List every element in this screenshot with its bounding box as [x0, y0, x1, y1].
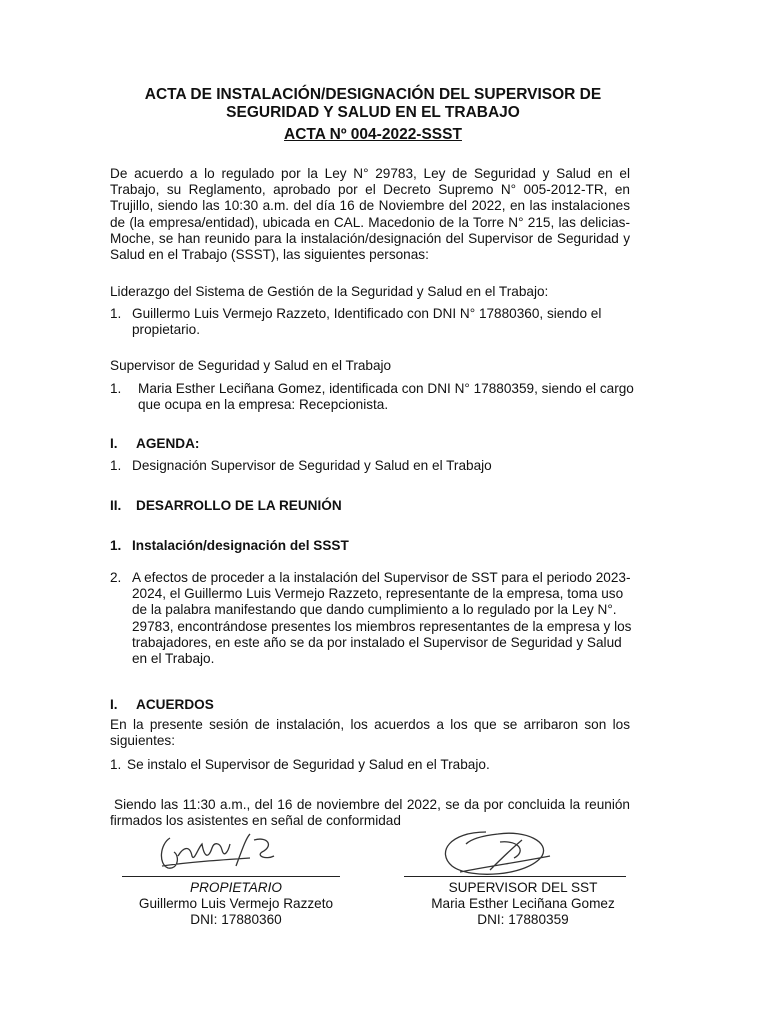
desarrollo-line-2: 2024, el Guillermo Luis Vermejo Razzeto, representante de la empresa, toma uso [132, 586, 624, 602]
signature-line-right [404, 876, 626, 877]
signature-right-name: Maria Esther Leciñana Gomez [431, 896, 615, 911]
leadership-item [110, 306, 650, 338]
supervisor-item-line-2: que ocupa en la empresa: Recepcionista. [138, 397, 389, 413]
signature-right-dni: DNI: 17880359 [477, 912, 569, 927]
closing-paragraph: Siendo las 11:30 a.m., del 16 de noviembre del 2022, se da por concluida la reunión firmados los asistentes en señal de conformidad [110, 797, 630, 829]
leadership-item-line-1: Guillermo Luis Vermejo Razzeto, Identificado con DNI N° 17880360, siendo el [132, 306, 602, 321]
supervisor-heading: Supervisor de Seguridad y Salud en el Trabajo [110, 358, 392, 373]
desarrollo-heading: DESARROLLO DE LA REUNIÓN [136, 498, 342, 513]
acuerdos-item-number: 1. [110, 757, 122, 772]
desarrollo-line-5: trabajadores, en este año se da por instalado el Supervisor de Seguridad y Salud [132, 634, 622, 650]
supervisor-item [110, 381, 650, 413]
agenda-item: Designación Supervisor de Seguridad y Salud en el Trabajo [132, 458, 492, 473]
signature-left [150, 826, 300, 882]
leadership-item-number: 1. [110, 306, 122, 321]
agenda-section-number: I. [110, 436, 118, 451]
intro-paragraph: De acuerdo a lo regulado por la Ley N° 29783, Ley de Seguridad y Salud en el Trabajo, su Reglamento, aprobado por el Decreto Supremo N° 005-2012-TR, en Trujillo, siendo las 10:30 a.m. del día 16 de Noviembre del 2022, en las instalaciones de (la empresa/entidad), ubicada en CAL. Macedonio de la Torre N° 215, las delicias-Moche, se han reunido para la instalación/designación del Supervisor de Seguridad y Salud en el Trabajo (SSST), las siguientes personas: [110, 166, 630, 263]
desarrollo-item [132, 570, 642, 667]
title-line-1: ACTA DE INSTALACIÓN/DESIGNACIÓN DEL SUPERVISOR DE [144, 86, 602, 103]
document-title [110, 86, 636, 122]
signature-line-left [122, 876, 340, 877]
leadership-heading: Liderazgo del Sistema de Gestión de la Seguridad y Salud en el Trabajo: [110, 284, 549, 299]
title-line-2: SEGURIDAD Y SALUD EN EL TRABAJO [226, 104, 520, 121]
supervisor-item-number: 1. [110, 381, 122, 396]
desarrollo-line-3: de la palabra manifestando que dando cumplimiento a lo regulado por la Ley N°. [132, 602, 617, 618]
signature-right [430, 826, 560, 882]
acuerdos-item: Se instalo el Supervisor de Seguridad y Salud en el Trabajo. [127, 757, 490, 772]
agenda-item-number: 1. [110, 458, 122, 473]
acta-number-text: ACTA Nº 004-2022-SSST [284, 126, 462, 143]
signature-left-dni: DNI: 17880360 [190, 912, 282, 927]
desarrollo-line-4: 29783, encontrándose presentes los miembros representantes de la empresa y los [132, 618, 632, 634]
acuerdos-text: En la presente sesión de instalación, los acuerdos a los que se arribaron son los siguientes: [110, 717, 630, 749]
acuerdos-section-number: I. [110, 697, 118, 712]
signature-right-role: SUPERVISOR DEL SST [448, 880, 598, 895]
desarrollo-section-number: II. [110, 498, 122, 513]
supervisor-item-line-1: Maria Esther Leciñana Gomez, identificada con DNI N° 17880359, siendo el cargo [138, 381, 634, 396]
desarrollo-sub-heading: Instalación/designación del SSST [132, 538, 349, 553]
desarrollo-line-6: en el Trabajo. [132, 651, 215, 667]
desarrollo-sub-number: 1. [110, 538, 122, 553]
signature-left-name: Guillermo Luis Vermejo Razzeto [138, 896, 334, 911]
signature-left-role: PROPIETARIO [190, 880, 282, 895]
agenda-heading: AGENDA: [136, 436, 200, 451]
desarrollo-item-number: 2. [110, 570, 122, 585]
leadership-item-line-2: propietario. [132, 322, 201, 338]
acta-number [110, 126, 636, 144]
acuerdos-heading: ACUERDOS [136, 697, 214, 712]
desarrollo-line-1: A efectos de proceder a la instalación del Supervisor de SST para el periodo 2023- [132, 570, 631, 585]
